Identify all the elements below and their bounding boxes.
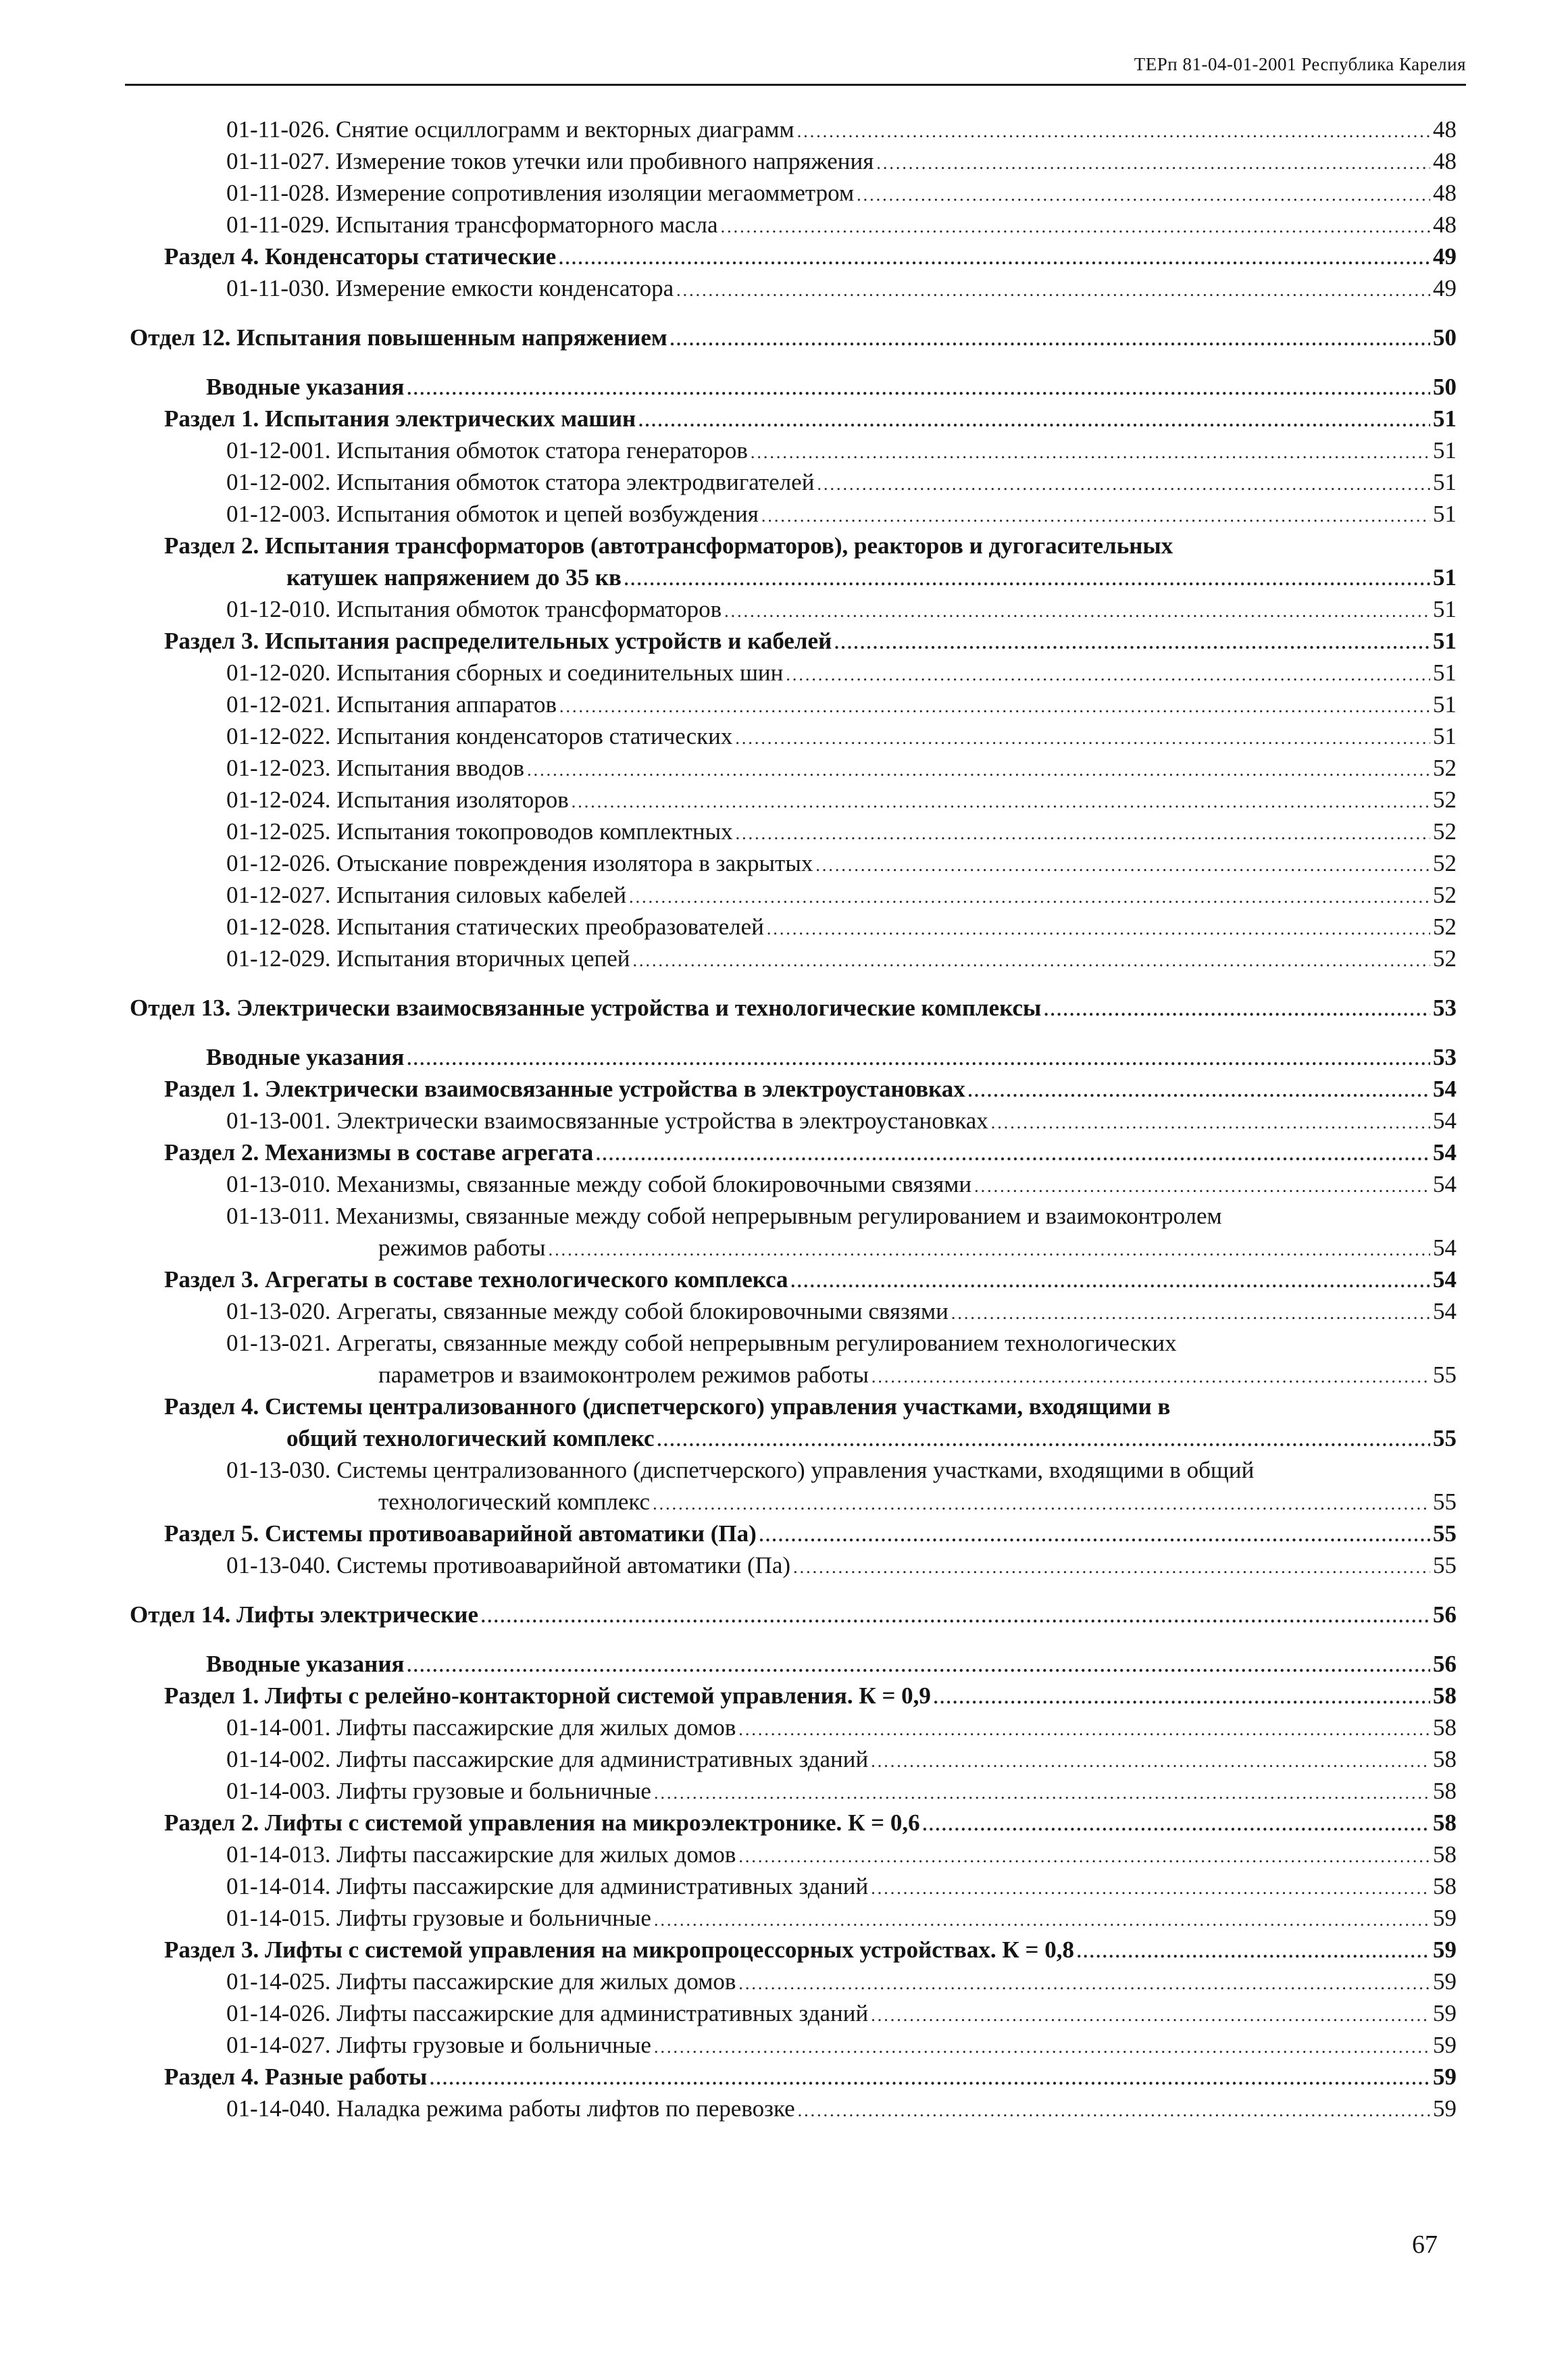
toc-page-number: 50 — [1433, 324, 1457, 351]
toc-page-number: 56 — [1433, 1651, 1457, 1677]
toc-entry — [0, 2061, 1568, 2093]
toc-entry-title: 01-12-020. Испытания сборных и соединительных шин — [226, 659, 784, 686]
toc-entry — [0, 1200, 1568, 1264]
dot-leader — [481, 1601, 1430, 1632]
toc-entry-title: 01-12-023. Испытания вводов — [226, 755, 525, 781]
toc-page-number: 51 — [1433, 469, 1457, 495]
toc-page-number: 55 — [1433, 1489, 1457, 1515]
dot-leader — [407, 1043, 1430, 1075]
toc-entry-title: 01-12-027. Испытания силовых кабелей — [226, 882, 627, 908]
toc-page-number: 54 — [1433, 1298, 1457, 1324]
toc-page-number: 54 — [1433, 1171, 1457, 1197]
toc-entry — [0, 816, 1568, 847]
toc-entry-title: Раздел 3. Агрегаты в составе технологического комплекса — [164, 1266, 788, 1293]
toc-entry-title: 01-14-040. Наладка режима работы лифтов по перевозке — [226, 2095, 795, 2122]
toc-page-number: 55 — [1433, 1362, 1457, 1388]
toc-page-number: 54 — [1433, 1139, 1457, 1166]
toc-entry-title: 01-13-030. Системы централизованного (диспетчерского) управления участками, входящими в общий — [226, 1457, 1255, 1483]
toc-page-number: 51 — [1433, 659, 1457, 686]
dot-leader — [559, 243, 1430, 274]
toc-entry-continuation: параметров и взаимоконтролем режимов работы — [378, 1362, 869, 1388]
toc-page-number: 53 — [1433, 995, 1457, 1021]
toc-entry-title: 01-13-020. Агрегаты, связанные между собой блокировочными связями — [226, 1298, 949, 1324]
dot-leader — [871, 1999, 1430, 2031]
toc-page-number: 58 — [1433, 1714, 1457, 1741]
toc-entry-title: Отдел 12. Испытания повышенным напряжением — [130, 324, 667, 351]
toc-entry-title: Раздел 2. Механизмы в составе агрегата — [164, 1139, 594, 1166]
toc-entry-title: Раздел 1. Лифты с релейно-контакторной системой управления. К = 0,9 — [164, 1682, 931, 1709]
dot-leader — [871, 1872, 1430, 1904]
toc-entry — [0, 1648, 1568, 1680]
toc-page-number: 49 — [1433, 275, 1457, 301]
toc-entry-title: 01-13-040. Системы противоаварийной автоматики (Па) — [226, 1552, 791, 1578]
toc-page-number: 52 — [1433, 882, 1457, 908]
dot-leader — [633, 945, 1430, 976]
toc-page-number: 51 — [1433, 437, 1457, 464]
dot-leader — [654, 1777, 1430, 1809]
toc-entry-title: 01-14-013. Лифты пассажирские для жилых домов — [226, 1841, 736, 1868]
dot-leader — [974, 1170, 1430, 1202]
toc-entry — [0, 1264, 1568, 1295]
toc-entry-title: 01-12-001. Испытания обмоток статора генераторов — [226, 437, 748, 464]
toc-page-number: 51 — [1433, 691, 1457, 718]
toc-entry — [0, 1870, 1568, 1902]
toc-entry-title: 01-14-025. Лифты пассажирские для жилых домов — [226, 1968, 736, 1995]
dot-leader — [759, 1520, 1430, 1551]
toc-entry — [0, 1807, 1568, 1839]
toc-entry-title: 01-12-028. Испытания статических преобразователей — [226, 914, 764, 940]
toc-entry-title: 01-11-028. Измерение сопротивления изоляции мегаомметром — [226, 180, 855, 206]
toc-entry-continuation: катушек напряжением до 35 кв — [286, 564, 622, 591]
dot-leader — [572, 786, 1430, 818]
dot-leader — [638, 405, 1430, 436]
toc-entry-continuation: режимов работы — [378, 1234, 546, 1261]
dot-leader — [857, 179, 1430, 211]
dot-leader — [657, 1424, 1430, 1456]
toc-entry-title: 01-14-014. Лифты пассажирские для административных зданий — [226, 1873, 869, 1899]
toc-page-number: 58 — [1433, 1873, 1457, 1899]
toc-entry-title: 01-13-011. Механизмы, связанные между собой непрерывным регулированием и взаимоконтролем — [226, 1203, 1222, 1229]
toc-page-number: 58 — [1433, 1841, 1457, 1868]
toc-page-number: 48 — [1433, 148, 1457, 174]
toc-entry — [0, 272, 1568, 304]
toc-entry-continuation: технологический комплекс — [378, 1489, 651, 1515]
toc-page-number: 51 — [1433, 501, 1457, 527]
toc-entry — [0, 992, 1568, 1024]
dot-leader — [654, 1904, 1430, 1936]
toc-page-number: 54 — [1433, 1234, 1457, 1261]
toc-entry — [0, 1966, 1568, 1997]
toc-entry-title: 01-12-024. Испытания изоляторов — [226, 787, 569, 813]
toc-entry — [0, 657, 1568, 689]
toc-page-number: 58 — [1433, 1746, 1457, 1772]
toc-page-number: 56 — [1433, 1601, 1457, 1628]
toc-entry — [0, 466, 1568, 498]
toc-entry-title: Раздел 1. Электрически взаимосвязанные устройства в электроустановках — [164, 1076, 965, 1102]
page-number: 67 — [1412, 2230, 1438, 2259]
toc-entry-title: 01-11-030. Измерение емкости конденсатора — [226, 275, 674, 301]
dot-leader — [767, 913, 1430, 945]
toc-entry — [0, 1327, 1568, 1391]
dot-leader — [738, 1968, 1430, 1999]
toc-entry-title: Отдел 14. Лифты электрические — [130, 1601, 478, 1628]
dot-leader — [934, 1682, 1430, 1714]
toc-entry — [0, 1775, 1568, 1807]
toc-entry-title: Вводные указания — [206, 1651, 405, 1677]
toc-entry — [0, 911, 1568, 943]
toc-entry-title: 01-11-026. Снятие осциллограмм и векторных диаграмм — [226, 116, 794, 143]
toc-entry-title: 01-13-010. Механизмы, связанные между собой блокировочными связями — [226, 1171, 972, 1197]
toc-page-number: 59 — [1433, 2032, 1457, 2058]
toc-entry — [0, 1680, 1568, 1712]
toc-page-number: 49 — [1433, 243, 1457, 270]
toc-entry-title: 01-12-021. Испытания аппаратов — [226, 691, 557, 718]
dot-leader — [1077, 1936, 1430, 1968]
dot-leader — [817, 468, 1430, 500]
toc-entry — [0, 1454, 1568, 1518]
toc-page-number: 50 — [1433, 374, 1457, 400]
toc-entry — [0, 1041, 1568, 1073]
dot-leader — [654, 2031, 1430, 2063]
toc-page-number: 48 — [1433, 116, 1457, 143]
toc-entry — [0, 145, 1568, 177]
toc-page-number: 59 — [1433, 2064, 1457, 2090]
dot-leader — [923, 1809, 1430, 1841]
toc-entry-title: 01-11-027. Измерение токов утечки или пробивного напряжения — [226, 148, 874, 174]
toc-page-number: 53 — [1433, 1044, 1457, 1070]
dot-leader — [407, 373, 1430, 405]
toc-page-number: 51 — [1433, 723, 1457, 749]
toc-page-number: 59 — [1433, 1905, 1457, 1931]
toc-page-number: 48 — [1433, 180, 1457, 206]
toc-entry-title: Раздел 2. Испытания трансформаторов (автотрансформаторов), реакторов и дугогасительных — [164, 532, 1173, 559]
dot-leader — [786, 659, 1430, 691]
toc-entry — [0, 1073, 1568, 1105]
toc-page-number: 55 — [1433, 1425, 1457, 1451]
toc-entry — [0, 434, 1568, 466]
toc-entry-title: 01-14-015. Лифты грузовые и больничные — [226, 1905, 651, 1931]
toc-entry — [0, 752, 1568, 784]
toc-entry-title: Раздел 4. Конденсаторы статические — [164, 243, 557, 270]
toc-entry — [0, 1712, 1568, 1743]
toc-entry — [0, 1295, 1568, 1327]
toc-entry — [0, 1997, 1568, 2029]
toc-entry-title: Раздел 5. Системы противоаварийной автоматики (Па) — [164, 1520, 757, 1547]
toc-page-number: 51 — [1433, 628, 1457, 654]
toc-entry-title: 01-14-026. Лифты пассажирские для административных зданий — [226, 2000, 869, 2026]
toc-page-number: 51 — [1433, 596, 1457, 622]
dot-leader — [738, 1714, 1430, 1745]
dot-leader — [815, 849, 1430, 881]
toc-page-number: 52 — [1433, 787, 1457, 813]
dot-leader — [430, 2063, 1430, 2095]
toc-entry — [0, 371, 1568, 403]
toc-entry-title: 01-14-027. Лифты грузовые и больничные — [226, 2032, 651, 2058]
toc-page-number: 59 — [1433, 1937, 1457, 1963]
dot-leader — [798, 2095, 1430, 2126]
toc-entry-title: 01-14-001. Лифты пассажирские для жилых домов — [226, 1714, 736, 1741]
toc-entry — [0, 1137, 1568, 1168]
dot-leader — [407, 1650, 1430, 1682]
toc-page-number: 52 — [1433, 850, 1457, 876]
toc-page-number: 59 — [1433, 2000, 1457, 2026]
toc-entry — [0, 1599, 1568, 1630]
dot-leader — [834, 627, 1430, 659]
dot-leader — [1044, 994, 1430, 1026]
running-header: ТЕРп 81-04-01-2001 Республика Карелия — [1134, 54, 1466, 74]
toc-entry-title: 01-12-010. Испытания обмоток трансформаторов — [226, 596, 722, 622]
toc-entry-title: 01-12-002. Испытания обмоток статора электродвигателей — [226, 469, 815, 495]
dot-leader — [670, 324, 1430, 355]
toc-entry-title: 01-14-002. Лифты пассажирские для административных зданий — [226, 1746, 869, 1772]
toc-entry-title: 01-12-025. Испытания токопроводов комплектных — [226, 818, 733, 845]
toc-entry — [0, 847, 1568, 879]
toc-entry — [0, 2029, 1568, 2061]
toc-entry — [0, 689, 1568, 720]
toc-entry — [0, 403, 1568, 434]
toc-entry-title: 01-11-029. Испытания трансформаторного масла — [226, 211, 718, 238]
dot-leader — [991, 1107, 1430, 1139]
toc-page-number: 54 — [1433, 1266, 1457, 1293]
dot-leader — [596, 1139, 1430, 1170]
toc-entry — [0, 530, 1568, 593]
toc-page-number: 55 — [1433, 1552, 1457, 1578]
header-rule — [125, 84, 1466, 86]
toc-entry-title: Вводные указания — [206, 1044, 405, 1070]
toc-page-number: 54 — [1433, 1107, 1457, 1134]
toc-entry-title: Раздел 4. Разные работы — [164, 2064, 428, 2090]
dot-leader — [735, 722, 1430, 754]
toc-entry — [0, 1105, 1568, 1137]
dot-leader — [968, 1075, 1430, 1107]
toc-page-number: 52 — [1433, 755, 1457, 781]
toc-entry-title: Вводные указания — [206, 374, 405, 400]
dot-leader — [871, 1361, 1430, 1393]
toc-entry — [0, 177, 1568, 209]
toc-page-number: 52 — [1433, 914, 1457, 940]
toc-entry — [0, 943, 1568, 974]
toc-entry — [0, 1168, 1568, 1200]
toc-entry — [0, 114, 1568, 145]
toc-entry — [0, 784, 1568, 816]
dot-leader — [549, 1234, 1430, 1266]
dot-leader — [791, 1266, 1430, 1297]
toc-entry — [0, 593, 1568, 625]
toc-entry — [0, 1549, 1568, 1581]
dot-leader — [629, 881, 1430, 913]
toc-entry — [0, 322, 1568, 353]
toc-entry — [0, 720, 1568, 752]
toc-page-number: 52 — [1433, 818, 1457, 845]
dot-leader — [871, 1745, 1430, 1777]
toc-page-number: 48 — [1433, 211, 1457, 238]
dot-leader — [721, 211, 1430, 243]
toc-entry-title: 01-12-022. Испытания конденсаторов статических — [226, 723, 733, 749]
toc-page-number: 58 — [1433, 1778, 1457, 1804]
toc-entry — [0, 1839, 1568, 1870]
toc-page-number: 59 — [1433, 2095, 1457, 2122]
toc-page-number: 51 — [1433, 564, 1457, 591]
toc-entry-continuation: общий технологический комплекс — [286, 1425, 655, 1451]
table-of-contents — [0, 114, 1568, 2124]
toc-entry — [0, 625, 1568, 657]
toc-entry-title: 01-13-021. Агрегаты, связанные между собой непрерывным регулированием технологических — [226, 1330, 1177, 1356]
toc-entry-title: Отдел 13. Электрически взаимосвязанные устройства и технологические комплексы — [130, 995, 1042, 1021]
toc-page-number: 54 — [1433, 1076, 1457, 1102]
toc-entry-title: Раздел 4. Системы централизованного (диспетчерского) управления участками, входящими в — [164, 1393, 1171, 1420]
toc-entry-title: Раздел 3. Лифты с системой управления на микропроцессорных устройствах. К = 0,8 — [164, 1937, 1074, 1963]
toc-entry-title: 01-12-026. Отыскание повреждения изолятора в закрытых — [226, 850, 813, 876]
dot-leader — [951, 1297, 1430, 1329]
toc-page-number: 52 — [1433, 945, 1457, 972]
dot-leader — [736, 818, 1430, 849]
toc-entry — [0, 209, 1568, 241]
toc-page-number: 55 — [1433, 1520, 1457, 1547]
toc-entry-title: 01-14-003. Лифты грузовые и больничные — [226, 1778, 651, 1804]
toc-entry — [0, 1902, 1568, 1934]
dot-leader — [751, 436, 1430, 468]
dot-leader — [797, 116, 1430, 147]
toc-entry-title: 01-12-029. Испытания вторичных цепей — [226, 945, 630, 972]
dot-leader — [653, 1488, 1430, 1520]
dot-leader — [876, 147, 1430, 179]
toc-page-number: 58 — [1433, 1682, 1457, 1709]
toc-entry — [0, 241, 1568, 272]
toc-page-number: 51 — [1433, 405, 1457, 432]
toc-entry-title: Раздел 1. Испытания электрических машин — [164, 405, 636, 432]
toc-entry-title: 01-12-003. Испытания обмоток и цепей возбуждения — [226, 501, 759, 527]
toc-entry — [0, 879, 1568, 911]
toc-entry — [0, 2093, 1568, 2124]
dot-leader — [761, 500, 1430, 532]
dot-leader — [676, 274, 1430, 306]
toc-entry-title: 01-13-001. Электрически взаимосвязанные устройства в электроустановках — [226, 1107, 988, 1134]
toc-page-number: 58 — [1433, 1810, 1457, 1836]
toc-entry — [0, 498, 1568, 530]
dot-leader — [559, 691, 1430, 722]
toc-entry — [0, 1391, 1568, 1454]
toc-entry — [0, 1743, 1568, 1775]
toc-entry-title: Раздел 3. Испытания распределительных устройств и кабелей — [164, 628, 832, 654]
toc-entry — [0, 1518, 1568, 1549]
dot-leader — [738, 1841, 1430, 1872]
dot-leader — [724, 595, 1430, 627]
dot-leader — [624, 564, 1430, 595]
toc-page-number: 59 — [1433, 1968, 1457, 1995]
dot-leader — [793, 1551, 1430, 1583]
dot-leader — [527, 754, 1430, 786]
toc-entry-title: Раздел 2. Лифты с системой управления на микроэлектронике. К = 0,6 — [164, 1810, 920, 1836]
toc-entry — [0, 1934, 1568, 1966]
